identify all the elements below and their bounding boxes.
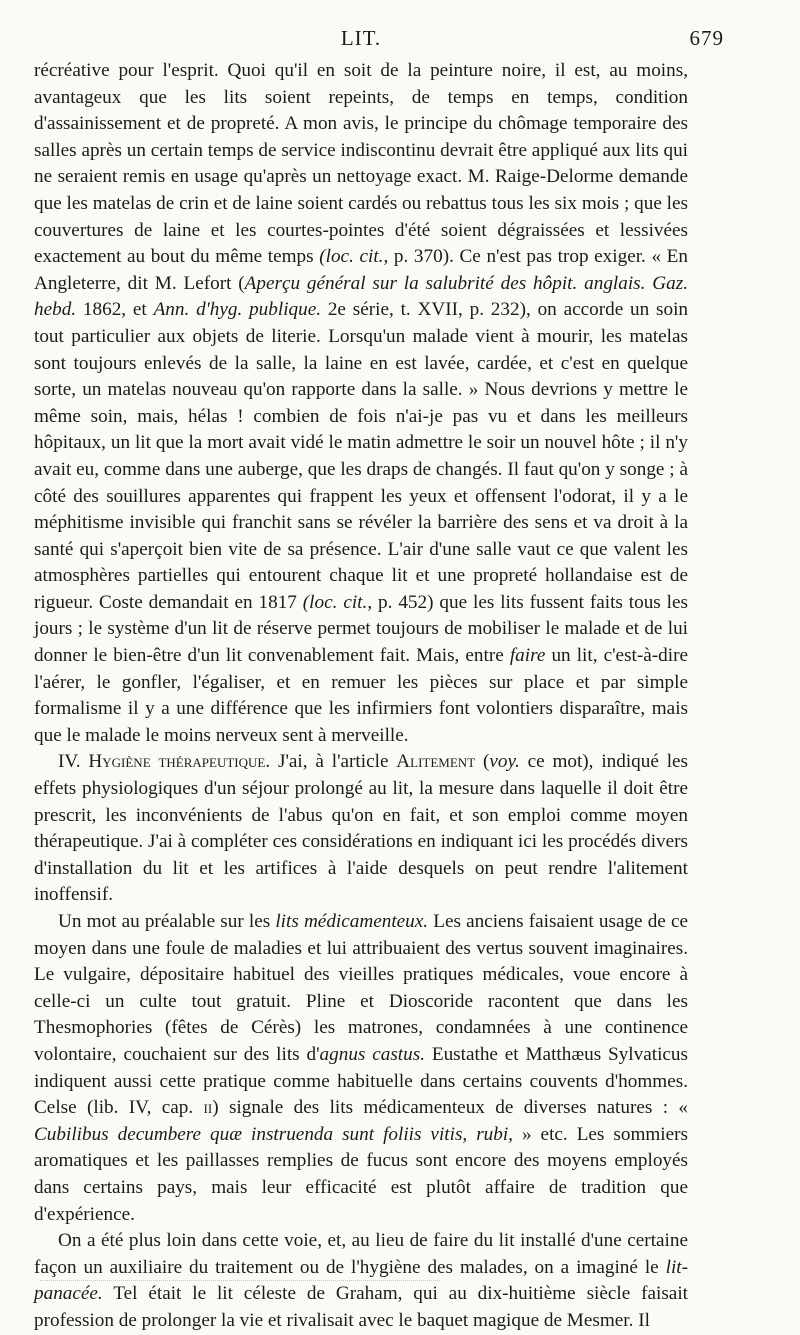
text-run: un lit, c'est-à-dire l'aérer, le gonfler, l'égaliser, et en remuer les pièces sur place et par simple formalisme il y a une différence que les infirmiers font volontiers disparaître, mais que le malade le moins nerveux sent à merveille. <box>34 645 688 746</box>
paragraph-hygiene-therapeutique <box>34 749 688 909</box>
italic-text: Ann. d'hyg. publique. <box>153 299 322 321</box>
paragraph-lits-medicamenteux <box>34 909 688 1228</box>
footer-rule <box>40 1280 440 1281</box>
text-run: » etc. Les sommiers aromatiques et les paillasses remplies de fucus sont encore des moyens employés dans certains pays, mais leur efficacité est plutôt affaire de tradition que d'expérience. <box>34 1123 688 1225</box>
running-title: LIT. <box>340 26 382 50</box>
text-run: Tel était le lit céleste de Graham, qui au dix-huitième siècle faisait profession de prolonger la vie et rivalisait avec le baquet magique de Mesmer. Il <box>34 1283 688 1331</box>
text-run: On a été plus loin dans cette voie, et, au lieu de faire du lit installé d'une certaine façon un auxiliaire du traitement ou de l'hygiène des malades, on a imaginé le <box>34 1230 688 1278</box>
text-run: ce mot), indiqué les effets physiologiques d'un séjour prolongé au lit, la mesure dans laquelle il doit être prescrit, les inconvénients de l'abus qu'on en fait, et son emploi comme moyen thérapeutique. J'ai à compléter ces considérations en indiquant ici les procédés divers d'installation du lit et les artifices à l'aide desquels on peut rendre l'alitement inoffensif. <box>34 751 689 906</box>
italic-text: faire <box>509 645 546 667</box>
text-run: Eustathe et Matthæus Sylvaticus indiquent aussi cette pratique comme habituelle dans certains couvents d'hommes. Celse (lib. IV, cap. <box>34 1043 688 1119</box>
small-caps-text: Alitement <box>396 751 476 773</box>
small-caps-text: ii <box>203 1097 213 1119</box>
text-run: J'ai, à l'article <box>270 751 397 773</box>
text-run: récréative pour l'esprit. Quoi qu'il en soit de la peinture noire, il est, au moins, avantageux que les lits soient repeints, de temps en temps, condition d'assainissement et de propreté. A mon avis, le principe du chômage temporaire des salles après un certain temps de service indiscontinu devrait être appliqué aux lits qui ne seraient remis en usage qu'après un nettoyage exact. M. Raige-Delorme demande que les matelas de crin et de laine soient cardés ou rebattus tous les six mois ; que les couvertures de laine et les courtes-pointes d'été soient dégraissées et lessivées exactement au bout du même temps <box>34 60 688 268</box>
text-run: , p. 370). Ce n'est pas trop exiger. « En Angleterre, dit M. Lefort ( <box>34 246 688 294</box>
italic-text: (loc. cit. <box>319 246 384 268</box>
paragraph-lit-panacee <box>34 1228 688 1334</box>
italic-text: (loc. cit. <box>302 591 368 613</box>
text-run: , p. 452) que les lits fussent faits tous les jours ; le système d'un lit de réserve permet toujours de mobiliser le malade et de lui donner le bien-être d'un lit convenablement fait. Mais, entre <box>34 591 688 667</box>
running-head <box>34 22 724 58</box>
text-run: Un mot au préalable sur les <box>58 911 276 932</box>
italic-text: agnus castus. <box>319 1043 425 1065</box>
page-number: 679 <box>689 26 724 50</box>
text-run: ( <box>475 751 490 773</box>
italic-text: Cubilibus decumbere quæ instruenda sunt foliis vitis, rubi, <box>34 1123 513 1145</box>
italic-text: voy. <box>489 751 520 773</box>
text-run: ) signale des lits médicamenteux de diverses natures : « <box>212 1097 689 1119</box>
text-run: 2e série, t. XVII, p. 232), on accorde un soin tout particulier aux objets de literie. Lorsqu'un malade vient à mourir, les matelas sont toujours enlevés de la salle, la laine en est lavée, cardée, et c'est en quelque sorte, un matelas nouveau qu'on rapporte dans la salle. » Nous devrions y mettre le même soin, mais, hélas ! combien de fois n'ai-je pas vu et dans les meilleurs hôpitaux, un lit que la mort avait vidé le matin admettre le soir un nouvel hôte ; il n'y avait eu, comme dans une auberge, que les draps de changés. Il faut qu'on y songe ; à côté des souillures apparentes qui frappent les yeux et offensent l'odorat, il y a le méphitisme invisible qui franchit sans se révéler la barrière des sens et va droit à la santé qui s'aperçoit bien vite de sa présence. L'air d'une salle vaut ce que valent les atmosphères partielles qui entourent chaque lit et une propreté hollandaise est de rigueur. Coste demandait en 1817 <box>34 299 688 613</box>
text-run: IV. <box>58 751 89 773</box>
paragraph-literie <box>34 58 688 749</box>
text-run: Les anciens faisaient usage de ce moyen dans une foule de maladies et lui attribuaient des vertus souvent imaginaires. Le vulgaire, dépositaire habituel des vieilles pratiques médicales, voue encore à celle-ci un culte tout gratuit. Pline et Dioscoride racontent que dans les Thesmophories (fêtes de Cérès) les matrones, condamnées à une continence volontaire, couchaient sur des lits d' <box>34 911 688 1065</box>
italic-text: lit-panacée. <box>34 1256 688 1305</box>
small-caps-text: Hygiène thérapeutique. <box>88 751 271 773</box>
text-run: 1862, et <box>76 299 154 321</box>
italic-text: Aperçu général sur la salubrité des hôpit. anglais. Gaz. hebd. <box>34 272 688 321</box>
body-text <box>34 58 688 1335</box>
italic-text: lits médicamenteux. <box>275 911 429 932</box>
